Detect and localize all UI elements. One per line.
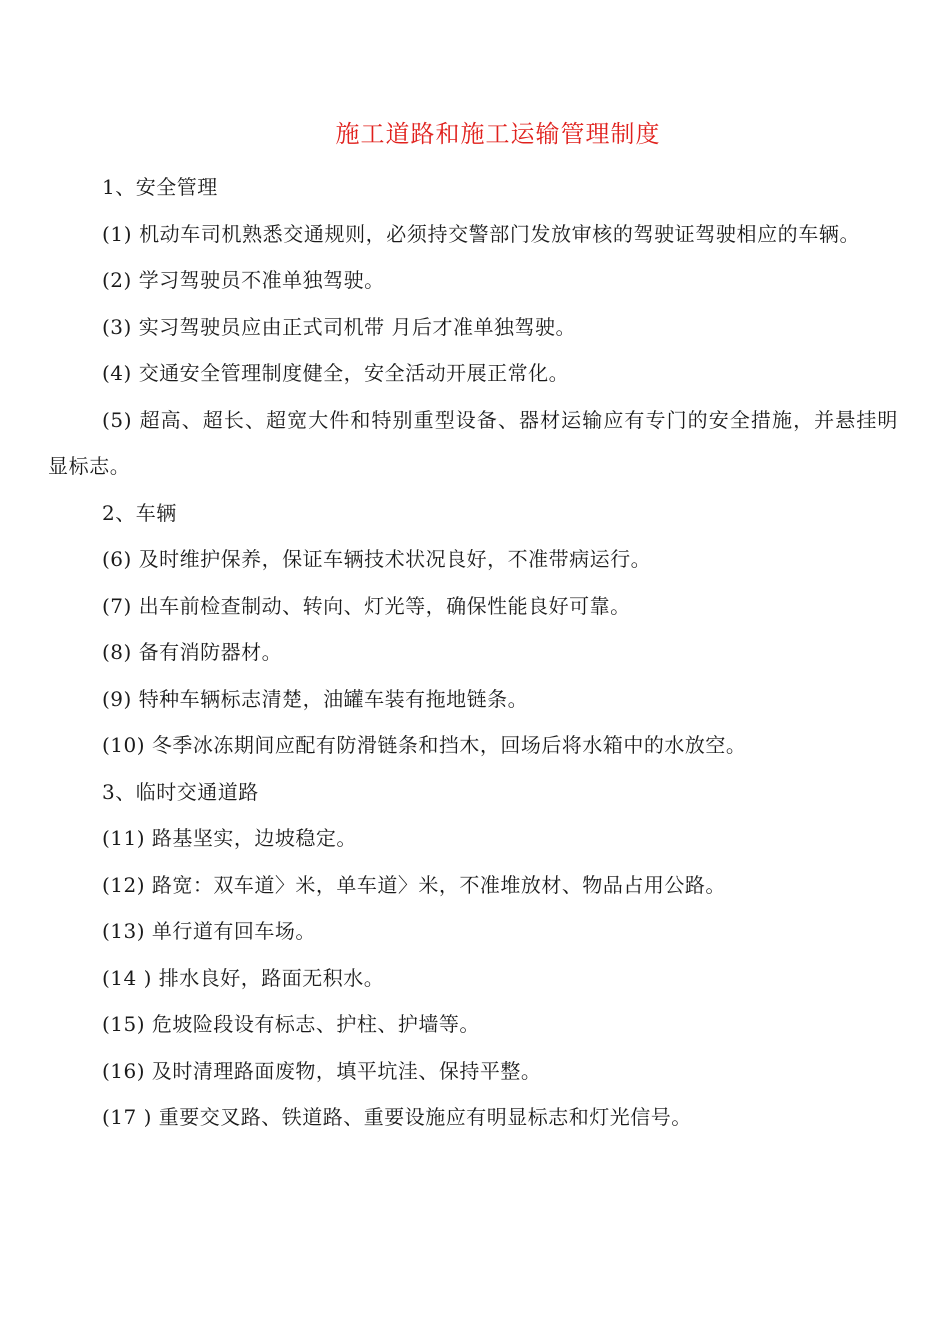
section-heading-vehicles: 2、车辆: [102, 500, 177, 525]
rule-item-10: (10) 冬季冰冻期间应配有防滑链条和挡木，回场后将水箱中的水放空。: [102, 733, 747, 757]
rule-item-1: (1) 机动车司机熟悉交通规则，必须持交警部门发放审核的驾驶证驾驶相应的车辆。: [102, 221, 861, 246]
rule-item-12: (12) 路宽：双车道〉米，单车道〉米，不准堆放材、物品占用公路。: [102, 872, 726, 897]
rule-item-5: (5) 超高、超长、超宽大件和特别重型设备、器材运输应有专门的安全措施，并悬挂明显标志。: [48, 407, 898, 478]
rule-item-7: (7) 出车前检查制动、转向、灯光等，确保性能良好可靠。: [102, 593, 631, 618]
rule-item-15: (15) 危坡险段设有标志、护柱、护墙等。: [102, 1012, 480, 1036]
document-title: 施工道路和施工运输管理制度: [335, 120, 661, 148]
document-body: [48, 164, 898, 1141]
rule-item-4: (4) 交通安全管理制度健全，安全活动开展正常化。: [102, 361, 570, 385]
section-heading-roads: 3、临时交通道路: [102, 779, 259, 804]
rule-item-8: (8) 备有消防器材。: [102, 640, 283, 664]
rule-item-11: (11) 路基坚实，边坡稳定。: [102, 826, 357, 850]
rule-item-17: (17 ) 重要交叉路、铁道路、重要设施应有明显标志和灯光信号。: [102, 1105, 692, 1129]
rule-item-3: (3) 实习驾驶员应由正式司机带 月后才准单独驾驶。: [102, 314, 577, 339]
rule-item-13: (13) 单行道有回车场。: [102, 919, 316, 943]
section-heading-safety: 1、安全管理: [102, 175, 218, 199]
rule-item-2: (2) 学习驾驶员不准单独驾驶。: [102, 268, 385, 292]
rule-item-6: (6) 及时维护保养，保证车辆技术状况良好，不准带病运行。: [102, 547, 652, 571]
rule-item-16: (16) 及时清理路面废物，填平坑洼、保持平整。: [102, 1058, 542, 1083]
rule-item-9: (9) 特种车辆标志清楚，油罐车装有拖地链条。: [102, 686, 529, 711]
rule-item-14: (14 ) 排水良好，路面无积水。: [102, 965, 385, 990]
